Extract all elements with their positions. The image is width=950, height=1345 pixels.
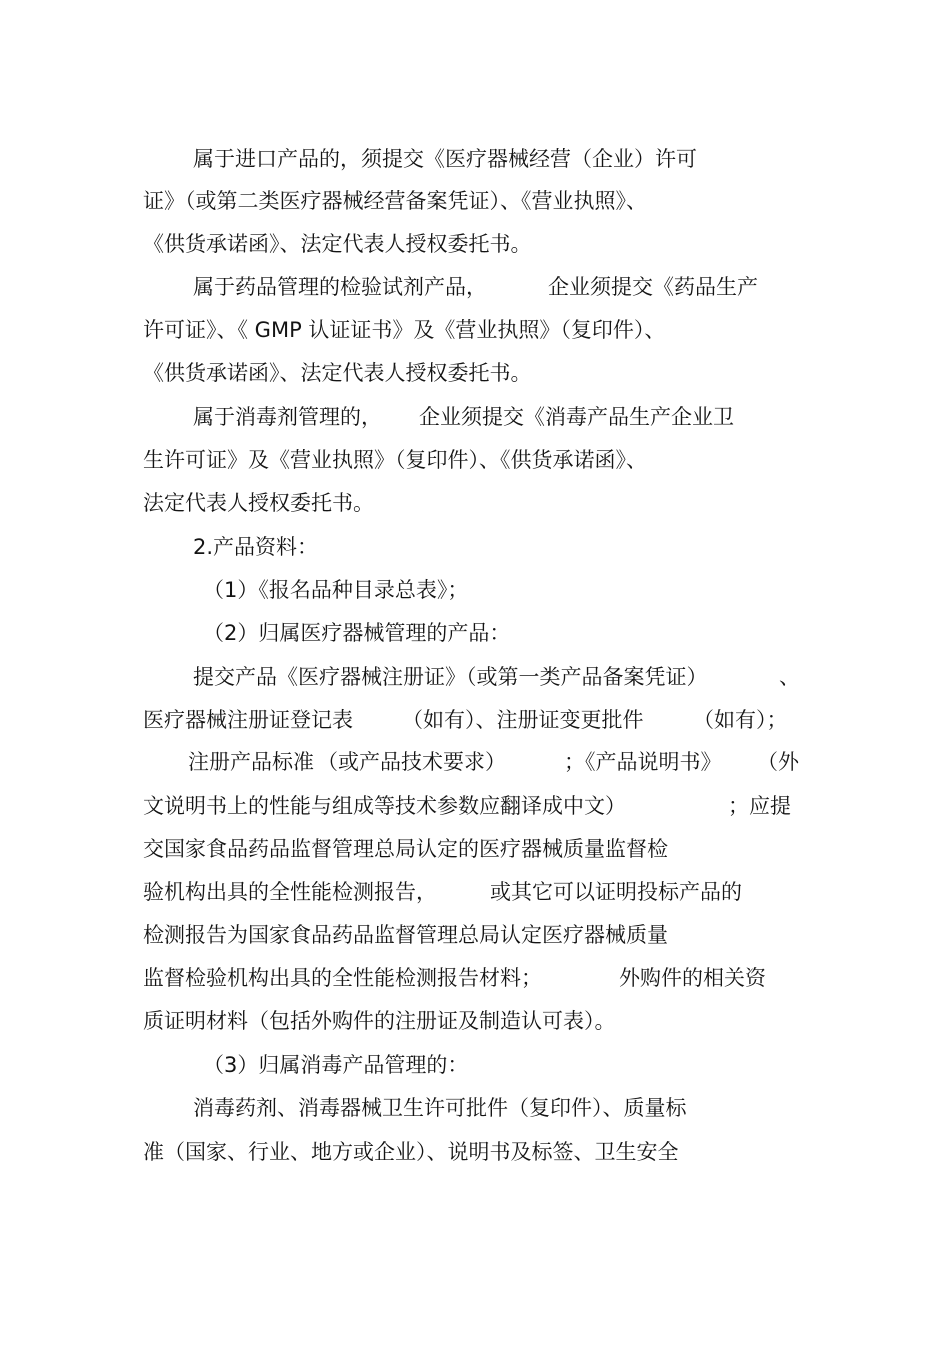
paragraph-line xyxy=(0,834,950,864)
paragraph-line xyxy=(0,575,950,605)
text-segment: （或产品技术要求） xyxy=(317,750,506,774)
text-segment: 2.产品资料： xyxy=(193,535,319,559)
text-segment: （1）《报名品种目录总表》； xyxy=(203,578,469,602)
text-segment: 外购件的相关资 xyxy=(619,966,766,990)
text-segment: 验机构出具的全性能检测报告， xyxy=(143,880,437,904)
paragraph-line xyxy=(0,662,950,692)
paragraph-line xyxy=(0,315,950,345)
text-segment: 属于进口产品的，须提交《医疗器械经营（企业）许可 xyxy=(193,147,697,171)
text-segment: （2）归属医疗器械管理的产品： xyxy=(203,621,511,645)
text-segment: ；应提 xyxy=(728,794,791,818)
paragraph-line xyxy=(0,877,950,907)
text-segment: 文说明书上的性能与组成等技术参数应翻译成中文） xyxy=(143,794,626,818)
text-segment: 许可证》、《 GMP 认证证书》及《营业执照》（复印件）、 xyxy=(143,318,666,342)
text-segment: 生许可证》及《营业执照》（复印件）、《供货承诺函》、 xyxy=(143,448,647,472)
paragraph-line xyxy=(0,618,950,648)
paragraph-line xyxy=(0,963,950,993)
text-segment: 、 xyxy=(779,665,800,689)
paragraph-line xyxy=(0,747,950,777)
text-segment: 提交产品《医疗器械注册证》（或第一类产品备案凭证） xyxy=(193,665,708,689)
paragraph-line xyxy=(0,1093,950,1123)
text-segment: 监督检验机构出具的全性能检测报告材料； xyxy=(143,966,542,990)
paragraph-line xyxy=(0,445,950,475)
text-segment: 检测报告为国家食品药品监督管理总局认定医疗器械质量 xyxy=(143,923,668,947)
paragraph-line xyxy=(0,1137,950,1167)
text-segment: （3）归属消毒产品管理的： xyxy=(203,1053,469,1077)
text-segment: 属于药品管理的检验试剂产品， xyxy=(193,275,487,299)
text-segment: 准（国家、行业、地方或企业）、说明书及标签、卫生安全 xyxy=(143,1140,679,1164)
paragraph-line xyxy=(0,532,950,562)
text-segment: 质证明材料（包括外购件的注册证及制造认可表）。 xyxy=(143,1009,616,1033)
paragraph-line xyxy=(0,705,950,735)
paragraph-line xyxy=(0,144,950,174)
paragraph-line xyxy=(0,186,950,216)
paragraph-line xyxy=(0,272,950,302)
text-segment: 交国家食品药品监督管理总局认定的医疗器械质量监督检 xyxy=(143,837,668,861)
text-segment: 注册产品标准 xyxy=(188,750,314,774)
text-segment: 或其它可以证明投标产品的 xyxy=(490,880,742,904)
text-segment: 医疗器械注册证登记表 xyxy=(143,708,353,732)
paragraph-line xyxy=(0,1006,950,1036)
text-segment: （如有）； xyxy=(693,708,788,732)
paragraph-line xyxy=(0,358,950,388)
text-segment: 企业须提交《消毒产品生产企业卫 xyxy=(419,405,734,429)
text-segment: 《供货承诺函》、法定代表人授权委托书。 xyxy=(143,232,532,256)
paragraph-line xyxy=(0,488,950,518)
paragraph-line xyxy=(0,920,950,950)
paragraph-line xyxy=(0,791,950,821)
text-segment: 证》（或第二类医疗器械经营备案凭证）、《营业执照》、 xyxy=(143,189,647,213)
text-segment: 《供货承诺函》、法定代表人授权委托书。 xyxy=(143,361,532,385)
paragraph-line xyxy=(0,1050,950,1080)
paragraph-line xyxy=(0,229,950,259)
paragraph-line xyxy=(0,402,950,432)
text-segment: 消毒药剂、消毒器械卫生许可批件（复印件）、质量标 xyxy=(193,1096,687,1120)
text-segment: 属于消毒剂管理的， xyxy=(193,405,382,429)
text-segment: ；《产品说明书》 xyxy=(564,750,722,774)
text-segment: （如有）、注册证变更批件 xyxy=(402,708,644,732)
text-segment: 企业须提交《药品生产 xyxy=(548,275,758,299)
text-segment: （外 xyxy=(757,750,799,774)
text-segment: 法定代表人授权委托书。 xyxy=(143,491,374,515)
